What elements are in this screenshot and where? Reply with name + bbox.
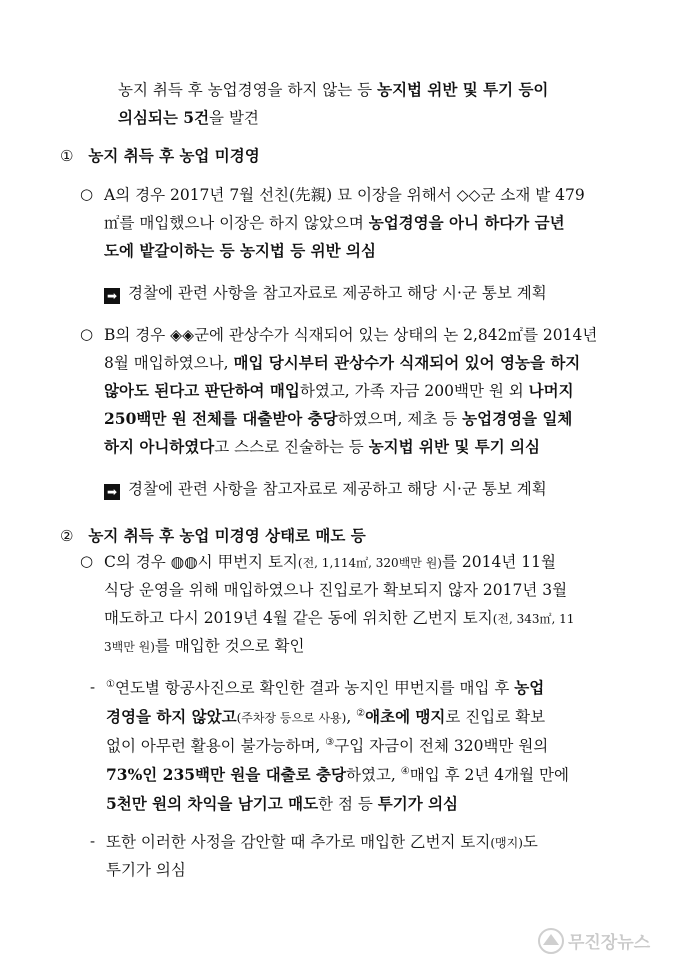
watermark [538,928,678,958]
arrow-right-icon: ➡ [104,484,120,500]
case-c-line-3: 매도하고 다시 2019년 4월 같은 동에 위치한 乙번지 토지(전, 343㎡, 11 [104,609,575,627]
dash-1-line-5: 5천만 원의 차익을 남기고 매도한 점 등 투기가 의심 [106,794,459,813]
intro-line-1: 농지 취득 후 농업경영을 하지 않는 등 농지법 위반 및 투기 등이 [118,80,549,99]
section-1-heading [60,146,260,166]
case-c-line-2: 식당 운영을 위해 매입하였으나 진입로가 확보되지 않자 2017년 3월 [104,581,568,599]
dash-1-marker: - [90,678,96,696]
dash-1-line-2: 경영을 하지 않았고(주차장 등으로 사용), ②애초에 맹지로 진입로 확보 [106,707,546,726]
case-c-line-1: C의 경우 ◍◍시 甲번지 토지(전, 1,114㎡, 320백만 원)를 2014년 11월 [104,553,556,571]
case-b-line-5: 하지 아니하였다고 스스로 진술하는 등 농지법 위반 및 투기 의심 [104,437,541,456]
section-2-title: 농지 취득 후 농업 미경영 상태로 매도 등 [88,526,366,545]
dash-1-line-3: 없이 아무런 활용이 불가능하며, ③구입 자금이 전체 320백만 원의 [106,737,549,755]
case-b-line-3: 않아도 된다고 판단하여 매입하였고, 가족 자금 200백만 원 외 나머지 [104,381,574,400]
section-1-number: ① [60,147,74,165]
case-a-line-3: 도에 밭갈이하는 등 농지법 등 위반 의심 [104,241,376,260]
case-b-bullet: ○ [80,325,94,343]
case-a-note: ➡ 경찰에 관련 사항을 참고자료로 제공하고 해당 시·군 통보 계획 [104,283,547,304]
case-c-line-4: 3백만 원)를 매입한 것으로 확인 [104,637,305,655]
case-b-line-4: 250백만 원 전체를 대출받아 충당하였으며, 제초 등 농업경영을 일체 [104,409,573,428]
case-b-line-2: 8월 매입하였으나, 매입 당시부터 관상수가 식재되어 있어 영농을 하지 [104,353,581,372]
dash-2-line-2: 투기가 의심 [106,861,186,879]
watermark-logo-icon [538,928,564,954]
section-1-title: 농지 취득 후 농업 미경영 [88,146,260,165]
case-b-line-1: B의 경우 ◈◈군에 관상수가 식재되어 있는 상태의 논 2,842㎡를 2014년 [104,326,598,344]
case-a-line-1: A의 경우 2017년 7월 선친(先親) 묘 이장을 위해서 ◇◇군 소재 밭 479 [104,186,585,204]
case-c-bullet: ○ [80,552,94,570]
dash-2-marker: - [90,832,96,850]
case-a-line-2: ㎡를 매입했으나 이장은 하지 않았으며 농업경영을 아니 하다가 금년 [104,213,565,232]
dash-1-line-1: ①연도별 항공사진으로 확인한 결과 농지인 甲번지를 매입 후 농업 [106,678,545,697]
case-b-note: ➡ 경찰에 관련 사항을 참고자료로 제공하고 해당 시·군 통보 계획 [104,479,547,500]
dash-1-line-4: 73%인 235백만 원을 대출로 충당하였고, ④매입 후 2년 4개월 만에 [106,765,569,784]
section-2-heading [60,526,366,546]
case-a-bullet: ○ [80,185,94,203]
section-2-number: ② [60,527,74,545]
watermark-text: 무진장뉴스 [568,933,651,953]
dash-2-line-1: 또한 이러한 사정을 감안할 때 추가로 매입한 乙번지 토지(맹지)도 [106,833,538,851]
arrow-right-icon: ➡ [104,288,120,304]
intro-line-2: 의심되는 5건을 발견 [118,108,259,127]
